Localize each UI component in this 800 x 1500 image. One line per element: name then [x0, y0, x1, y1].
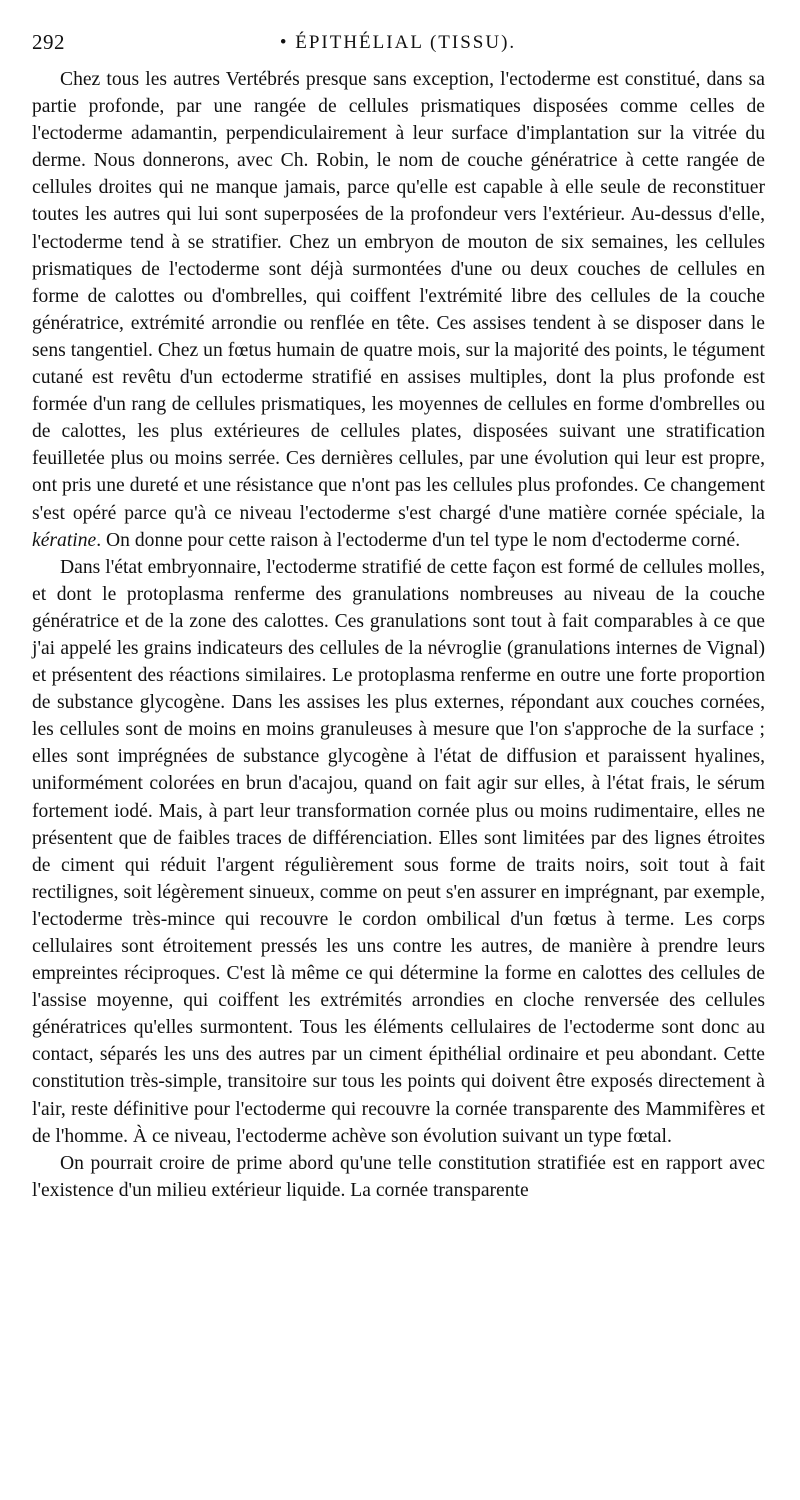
- paragraph-3: On pourrait croire de prime abord qu'une telle constitution stratifiée est en rapport avec l'existence d'un milieu extérieur liquide. La cornée transparente: [32, 1152, 765, 1201]
- paragraph-2: Dans l'état embryonnaire, l'ectoderme stratifié de cette façon est formé de cellules molles, et dont le protoplasma renferme des granulations nombreuses au niveau de la couche génératrice et de la zone des calottes. Ces granulations sont tout à fait comparables à ce que j'ai appelé les grains indicateurs des cellules de la névroglie (granulations internes de Vignal) et présentent des réactions similaires. Le protoplasma renferme en outre une forte proportion de substance glycogène. Dans les assises les plus externes, répondant aux couches cornées, les cellules sont de moins en moins granuleuses à mesure que l'on s'approche de la surface ; elles sont imprégnées de substance glycogène à l'état de diffusion et paraissent hyalines, uniformément colorées en brun d'acajou, quand on fait agir sur elles, à l'état frais, le sérum fortement iodé. Mais, à part leur transformation cornée plus ou moins rudimentaire, elles ne présentent que de faibles traces de différenciation. Elles sont limitées par des lignes étroites de ciment qui réduit l'argent régulièrement sous forme de traits noirs, soit tout à fait rectilignes, soit légèrement sinueux, comme on peut s'en assurer en imprégnant, par exemple, l'ectoderme très-mince qui recouvre le cordon ombilical d'un fœtus à terme. Les corps cellulaires sont étroitement pressés les uns contre les autres, de manière à prendre leurs empreintes réciproques. C'est là même ce qui détermine la forme en calottes des cellules de l'assise moyenne, qui coiffent les extrémités arrondies en cloche renversée des cellules génératrices qu'elles surmontent. Tous les éléments cellulaires de l'ectoderme sont donc au contact, séparés les uns des autres par un ciment épithélial ordinaire et peu abondant. Cette constitution très-simple, transitoire sur tous les points qui doivent être exposés directement à l'air, reste définitive pour l'ectoderme qui recouvre la cornée transparente des Mammifères et de l'homme. À ce niveau, l'ectoderme achève son évolution suivant un type fœtal.: [32, 556, 765, 1147]
- keratine-term: kératine: [32, 529, 97, 551]
- paragraph-1: [32, 66, 765, 554]
- paragraph-1-end: . On donne pour cette raison à l'ectoderme d'un tel type le nom d'ectoderme corné.: [96, 529, 741, 551]
- paragraph-1-text: Chez tous les autres Vertébrés presque sans exception, l'ectoderme est constitué, dans sa partie profonde, par une rangée de cellules prismatiques disposées comme celles de l'ectoderme adamantin, perpendiculairement à leur surface d'implantation sur la vitrée du derme. Nous donnerons, avec Ch. Robin, le nom de couche génératrice à cette rangée de cellules droites qui ne manque jamais, parce qu'elle est capable à elle seule de reconstituer toutes les autres qui lui sont superposées de la profondeur vers l'extérieur. Au-dessus d'elle, l'ectoderme tend à se stratifier. Chez un embryon de mouton de six semaines, les cellules prismatiques de l'ectoderme sont déjà surmontées d'une ou deux couches de cellules en forme de calottes ou d'ombrelles, qui coiffent l'extrémité libre des cellules de la couche génératrice, extrémité arrondie ou renflée en tête. Ces assises tendent à se disposer dans le sens tangentiel. Chez un fœtus humain de quatre mois, sur la majorité des points, le tégument cutané est revêtu d'un ectoderme stratifié en assises multiples, dont la plus profonde est formée d'un rang de cellules prismatiques, les moyennes de cellules en forme d'ombrelles ou de calottes, les plus extérieures de cellules plates, disposées suivant une stratification feuilletée plus ou moins serrée. Ces dernières cellules, par une évolution qui leur est propre, ont pris une dureté et une résistance que n'ont pas les cellules plus profondes. Ce changement s'est opéré parce qu'à ce niveau l'ectoderme s'est chargé d'une matière cornée spéciale, la: [32, 69, 765, 524]
- body-text: [32, 66, 765, 1204]
- running-title: • ÉPITHÉLIAL (TISSU).: [279, 32, 517, 53]
- running-head: [32, 30, 764, 64]
- page-number: 292: [32, 30, 65, 54]
